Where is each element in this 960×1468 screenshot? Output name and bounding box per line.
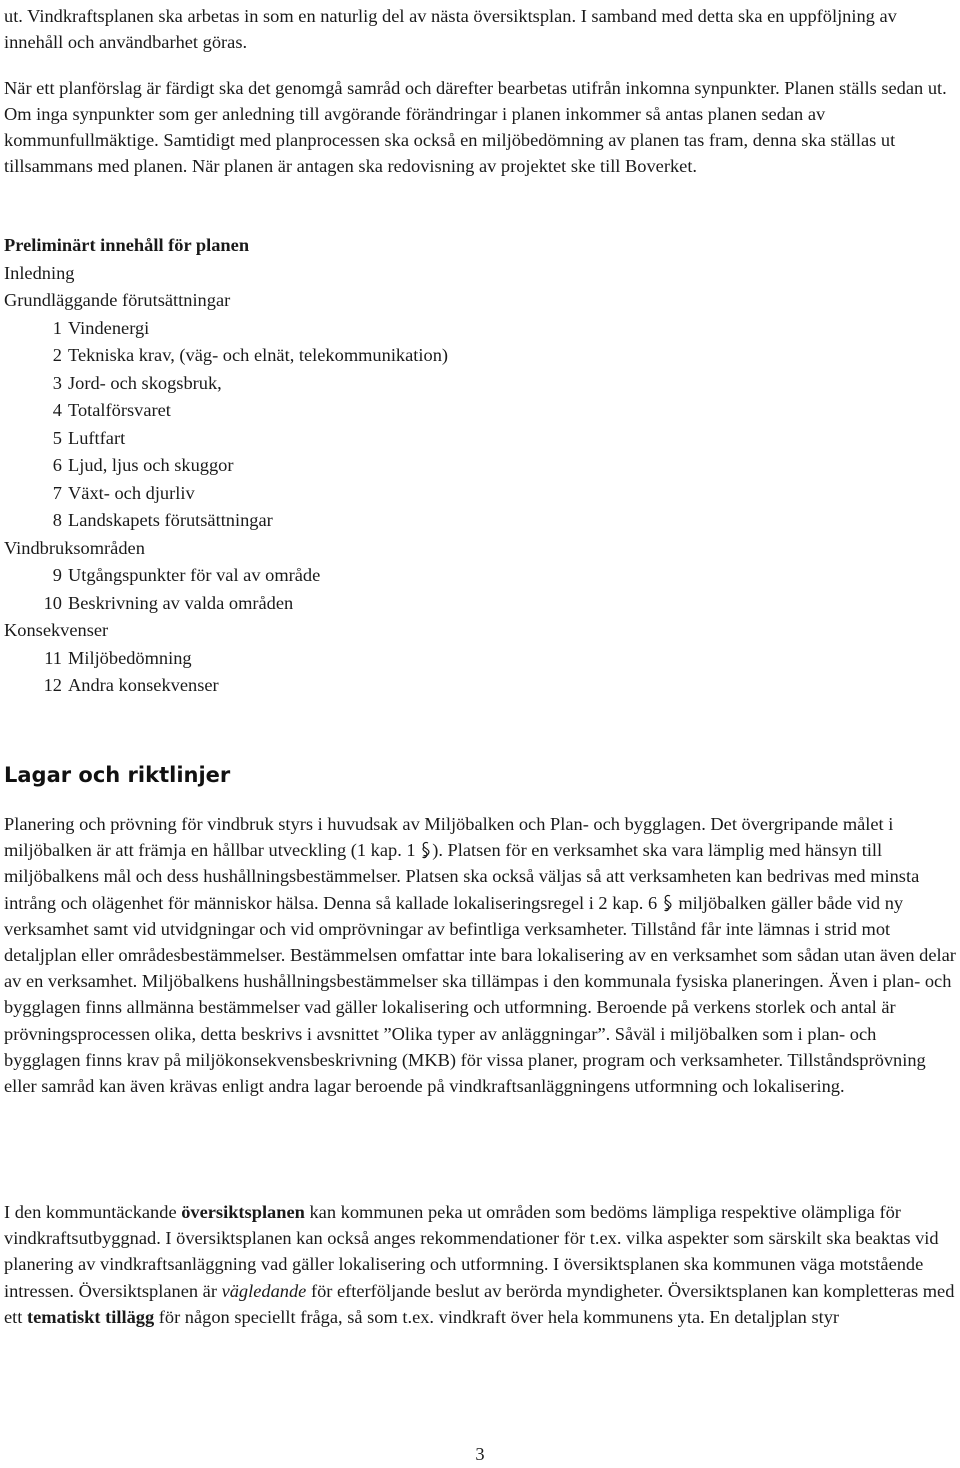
contents-rows [4, 260, 704, 700]
contents-item-number: 11 [44, 647, 62, 668]
contents-item-label: Vindenergi [68, 317, 150, 338]
contents-item [4, 645, 704, 673]
op-term-tematiskt-tillagg: tematiskt tillägg [26, 1306, 155, 1327]
contents-item [4, 397, 704, 425]
laws-text-2: ). Platsen för en verksamhet ska vara lämplig med hänsyn till miljöbalkens mål och dess hushållningsbestämmelser. Platsen ska också väljas så att verksamheten kan bedrivas med minsta intrång och olägenhet för människor hälsa. Denna så kallade lokaliseringsregel i 2 kap. 6 [4, 840, 920, 913]
contents-item [4, 342, 704, 370]
contents-item-number: 3 [52, 372, 62, 393]
contents-item-label: Växt- och djurliv [68, 482, 195, 503]
contents-item-label: Andra konsekvenser [68, 675, 219, 695]
contents-item [4, 425, 704, 453]
op-text-4: för någon speciellt fråga, så som t.ex. vindkraft över hela kommunens yta. En detaljplan styr [154, 1306, 840, 1327]
contents-item-number: 8 [52, 510, 62, 530]
overview-plan-paragraph [4, 1199, 956, 1330]
contents-item [4, 370, 704, 398]
contents-item-label: Ljud, ljus och skuggor [68, 455, 234, 475]
contents-item-label: Jord- och skogsbruk, [68, 372, 222, 393]
op-term-vagledande: vägledande [221, 1280, 307, 1301]
contents-item-number: 4 [52, 400, 62, 420]
contents-item-label: Beskrivning av valda områden [68, 592, 294, 613]
contents-item-number: 2 [52, 345, 62, 365]
contents-item [4, 315, 704, 343]
section-sign-icon [420, 841, 432, 859]
contents-title: Preliminärt innehåll för planen [4, 235, 250, 255]
planning-process-paragraph: När ett planförslag är färdigt ska det genomgå samråd och därefter bearbetas utifrån inkomna synpunkter. Planen ställs sedan ut. Om inga synpunkter som ger anledning till avgörande förändringar i planen inkommer så antas planen sedan av kommunfullmäktige. Samtidigt med planprocessen ska också en miljöbedömning av planen tas fram, denna ska ställas ut tillsammans med planen. När planen är antagen ska redovisning av projektet ske till Boverket. [4, 78, 947, 176]
contents-item-label: Inledning [4, 262, 75, 283]
contents-item-label: Luftfart [68, 427, 126, 448]
contents-item [4, 590, 704, 618]
contents-item-number: 1 [52, 317, 62, 338]
preliminary-contents-list [4, 232, 704, 700]
op-text-3: för efterföljande beslut av berörda myndigheter. Översiktsplanen kan kompletteras med ett [4, 1280, 955, 1327]
section-sign-icon [662, 894, 674, 912]
contents-item [4, 617, 704, 645]
contents-item-label: Grundläggande förutsättningar [4, 290, 231, 310]
section-heading-laws: Lagar och riktlinjer [4, 763, 231, 787]
op-text-2: kan kommunen peka ut områden som bedöms lämpliga respektive olämpliga för vindkraftsutbyggnad. I översiktsplanen kan också anges rekommendationer för t.ex. vilka aspekter som särskilt ska beaktas vid planering av vindkraftsanläggning vad gäller lokalisering och utformning. I översiktsplanen ska kommunen väga motstående intressen. Översiktsplanen är [4, 1202, 939, 1301]
contents-item [4, 507, 704, 535]
contents-item-label: Vindbruksområden [4, 537, 145, 558]
contents-item [4, 287, 704, 315]
laws-text-1: Planering och prövning för vindbruk styrs i huvudsak av Miljöbalken och Plan- och bygglagen. Det övergripande målet i miljöbalken är att främja en hållbar utveckling (1 kap. 1 [4, 814, 894, 861]
page-number: 3 [475, 1444, 485, 1464]
contents-item [4, 480, 704, 508]
contents-item [4, 672, 704, 700]
contents-item-number: 6 [52, 455, 62, 475]
intro-paragraph: ut. Vindkraftsplanen ska arbetas in som en naturlig del av nästa översiktsplan. I samband med detta ska en uppföljning av innehåll och användbarhet göras. [4, 6, 897, 52]
contents-item [4, 562, 704, 590]
contents-item-label: Miljöbedömning [68, 647, 192, 668]
op-term-oversiktsplanen: översiktsplanen [181, 1202, 305, 1222]
contents-item-label: Landskapets förutsättningar [68, 510, 273, 530]
contents-item-label: Totalförsvaret [68, 400, 171, 420]
contents-item [4, 452, 704, 480]
contents-item-label: Konsekvenser [4, 620, 109, 640]
contents-item-number: 10 [43, 592, 62, 613]
op-text-1: I den kommuntäckande [4, 1202, 182, 1222]
contents-item [4, 535, 704, 563]
contents-item-number: 9 [52, 565, 62, 585]
contents-item-number: 5 [52, 427, 62, 448]
contents-item-number: 12 [43, 675, 62, 695]
laws-text-3: miljöbalken gäller både vid ny verksamhet samt vid utvidgningar och vid omprövningar av befintliga verksamheter. Tillstånd får inte lämnas i strid mot detaljplan eller områdesbestämmelser. Bestämmelsen omfattar inte bara lokalisering av en verksamhet som sådan utan även delar av en verksamhet. Miljöbalkens hushållningsbestämmelser ska tillämpas i den kommunala fysiska planeringen. Även i plan- och bygglagen finns allmänna bestämmelser vad gäller lokalisering och utformning. Beroende på verkens storlek och antal är prövningsprocessen olika, detta beskrivs i avsnittet ”Olika typer av anläggningar”. Såväl i miljöbalken som i plan- och bygglagen finns krav på miljökonsekvensbeskrivning (MKB) för vissa planer, program och verksamheter. Tillståndsprövning eller samråd kan även krävas enligt andra lagar beroende på vindkraftsanläggningens utformning och lokalisering. [4, 892, 956, 1097]
contents-item-number: 7 [52, 482, 62, 503]
contents-item [4, 260, 704, 288]
contents-item-label: Utgångspunkter för val av område [68, 565, 321, 585]
contents-item-label: Tekniska krav, (väg- och elnät, telekommunikation) [68, 345, 449, 365]
laws-paragraph [4, 811, 956, 1099]
